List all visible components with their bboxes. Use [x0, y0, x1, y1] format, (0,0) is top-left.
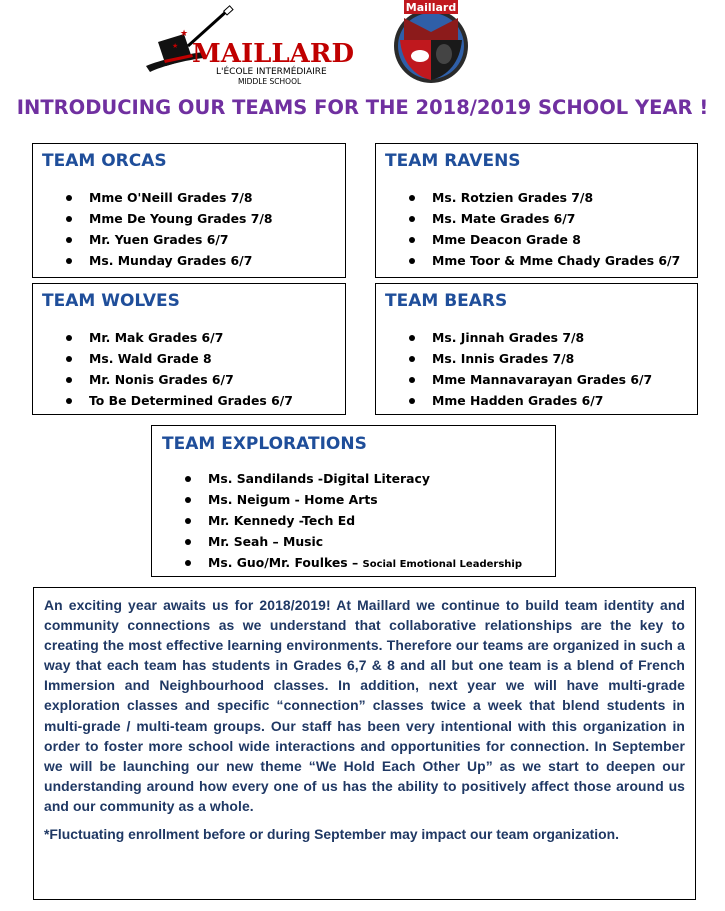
list-item	[152, 552, 522, 573]
svg-text:Maillard: Maillard	[405, 1, 457, 14]
list-item	[376, 250, 680, 271]
member-text: To Be Determined Grades 6/7	[89, 393, 293, 408]
bullet-icon	[66, 356, 72, 362]
bullet-icon	[409, 356, 415, 362]
bullet-icon	[66, 335, 72, 341]
bullet-icon	[66, 377, 72, 383]
maillard-crest-logo	[390, 0, 472, 84]
list-item	[33, 369, 293, 390]
list-item	[376, 208, 680, 229]
member-text: Ms. Jinnah Grades 7/8	[432, 330, 585, 345]
team-member-list	[376, 327, 652, 411]
bullet-icon	[185, 539, 191, 545]
member-text: Mr. Yuen Grades 6/7	[89, 232, 229, 247]
member-text: Ms. Rotzien Grades 7/8	[432, 190, 594, 205]
member-text: Mme Deacon Grade 8	[432, 232, 581, 247]
bullet-icon	[185, 497, 191, 503]
list-item	[376, 369, 652, 390]
member-text: Mme Hadden Grades 6/7	[432, 393, 604, 408]
team-wolves-box	[32, 283, 346, 415]
team-member-list	[33, 327, 293, 411]
bullet-icon	[409, 216, 415, 222]
list-item	[33, 348, 293, 369]
list-item	[33, 327, 293, 348]
maillard-logo	[140, 8, 355, 90]
bullet-icon	[409, 335, 415, 341]
list-item	[376, 327, 652, 348]
member-text: Mme Mannavarayan Grades 6/7	[432, 372, 653, 387]
info-box	[33, 587, 696, 900]
member-text: Ms. Munday Grades 6/7	[89, 253, 253, 268]
member-text: Mme O'Neill Grades 7/8	[89, 190, 253, 205]
member-text: Mr. Kennedy -Tech Ed	[208, 513, 356, 528]
info-paragraph: An exciting year awaits us for 2018/2019! At Maillard we continue to build team identity and community connections as we understand that collaborative relationships are the key to creating the most effective learning environments. Therefore our teams are organized in such a way that each team has students in Grades 6,7 & 8 and all but one team is a blend of French Immersion and Neighbourhood classes. In addition, next year we will have multi-grade exploration classes and specific “connection” classes twice a week that blend students in multi-grade / multi-team groups. Our staff has been very intentional with this organization in order to foster more school wide interactions and opportunities for connection. In September we will be launching our new theme “We Hold Each Other Up” as we start to deepen our understanding around how every one of us has the ability to positively affect those around us and our community as a whole.	[44, 597, 685, 814]
member-text: Ms. Sandilands -Digital Literacy	[208, 471, 430, 486]
bullet-icon	[409, 398, 415, 404]
bullet-icon	[185, 518, 191, 524]
member-text: Mme De Young Grades 7/8	[89, 211, 273, 226]
list-item	[376, 229, 680, 250]
list-item	[33, 390, 293, 411]
member-text: Mr. Seah – Music	[208, 534, 324, 549]
bullet-icon	[409, 258, 415, 264]
member-text: Mr. Nonis Grades 6/7	[89, 372, 234, 387]
team-ravens-box	[375, 143, 698, 278]
team-title: TEAM BEARS	[385, 291, 508, 311]
list-item	[152, 489, 522, 510]
bullet-icon	[66, 398, 72, 404]
team-member-list	[376, 187, 680, 271]
svg-text:MIDDLE SCHOOL: MIDDLE SCHOOL	[238, 77, 302, 86]
svg-text:L'ÉCOLE INTERMÉDIAIRE: L'ÉCOLE INTERMÉDIAIRE	[216, 67, 327, 77]
list-item	[152, 468, 522, 489]
team-member-list	[152, 468, 522, 573]
bullet-icon	[409, 237, 415, 243]
member-text: Ms. Innis Grades 7/8	[432, 351, 575, 366]
team-bears-box	[375, 283, 698, 415]
member-text: Ms. Wald Grade 8	[89, 351, 212, 366]
bullet-icon	[185, 476, 191, 482]
bullet-icon	[66, 258, 72, 264]
list-item	[33, 187, 273, 208]
member-text: Ms. Mate Grades 6/7	[432, 211, 576, 226]
list-item	[33, 229, 273, 250]
list-item	[33, 208, 273, 229]
team-explorations-box	[151, 425, 556, 577]
team-orcas-box	[32, 143, 346, 278]
bullet-icon	[409, 377, 415, 383]
list-item	[152, 510, 522, 531]
member-text: Mr. Mak Grades 6/7	[89, 330, 224, 345]
maillard-logo-graphic	[140, 8, 355, 90]
member-text: Mme Toor & Mme Chady Grades 6/7	[432, 253, 681, 268]
info-note: *Fluctuating enrollment before or during September may impact our team organization.	[44, 826, 619, 843]
member-text: Ms. Guo/Mr. Foulkes –	[208, 555, 363, 570]
svg-text:★: ★	[172, 42, 179, 50]
member-text: Ms. Neigum - Home Arts	[208, 492, 378, 507]
svg-text:MAILLARD: MAILLARD	[192, 39, 355, 69]
list-item	[376, 348, 652, 369]
bullet-icon	[66, 237, 72, 243]
bullet-icon	[66, 195, 72, 201]
svg-text:★: ★	[180, 29, 189, 39]
team-title: TEAM WOLVES	[42, 291, 180, 311]
list-item	[376, 187, 680, 208]
bullet-icon	[66, 216, 72, 222]
team-title: TEAM ORCAS	[42, 151, 167, 171]
team-title: TEAM EXPLORATIONS	[162, 434, 367, 454]
list-item	[152, 531, 522, 552]
crest-graphic	[390, 0, 472, 84]
member-subtext: Social Emotional Leadership	[362, 559, 522, 570]
bullet-icon	[409, 195, 415, 201]
list-item	[33, 250, 273, 271]
team-member-list	[33, 187, 273, 271]
team-title: TEAM RAVENS	[385, 151, 521, 171]
list-item	[376, 390, 652, 411]
bullet-icon	[185, 560, 191, 566]
page-headline: INTRODUCING OUR TEAMS FOR THE 2018/2019 SCHOOL YEAR !	[16, 96, 709, 119]
